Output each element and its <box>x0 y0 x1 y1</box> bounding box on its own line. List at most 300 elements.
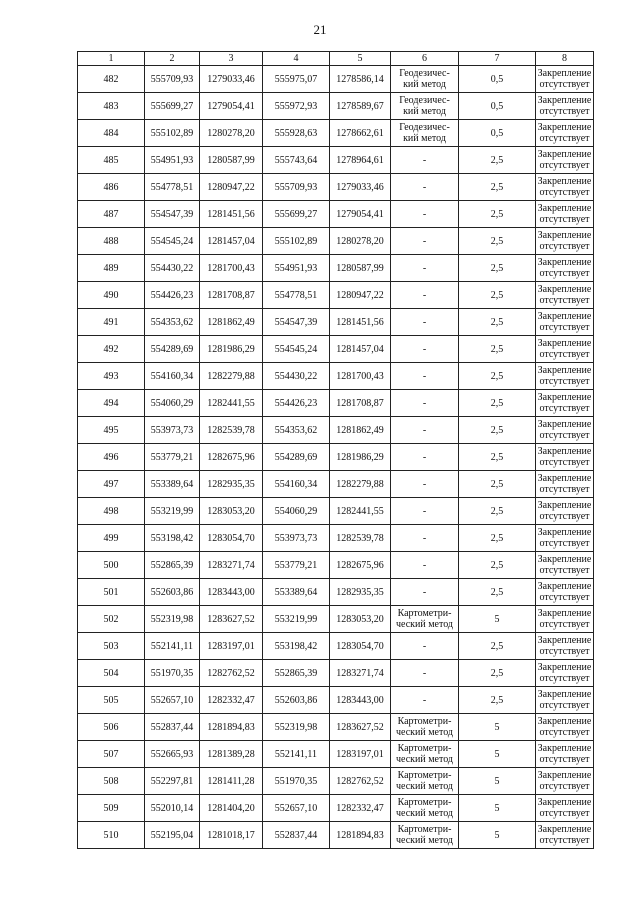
x-coordinate-cell: 555102,89 <box>145 120 200 147</box>
y-coordinate-cell: 1283271,74 <box>200 552 263 579</box>
method-text: Картометри- <box>397 743 452 754</box>
method-cell <box>391 228 459 255</box>
fixation-note-cell <box>536 525 594 552</box>
y-coordinate-cell: 1283197,01 <box>200 633 263 660</box>
y-coordinate-cell: 1281986,29 <box>200 336 263 363</box>
point-number-cell: 505 <box>78 687 145 714</box>
method-cell <box>391 498 459 525</box>
point-number-cell: 490 <box>78 282 145 309</box>
note-text: Закрепление <box>537 149 592 160</box>
x-coordinate-cell: 552865,39 <box>145 552 200 579</box>
table-row <box>78 390 594 417</box>
method-cell <box>391 201 459 228</box>
table-row <box>78 795 594 822</box>
point-number-cell: 501 <box>78 579 145 606</box>
point-number-cell: 504 <box>78 660 145 687</box>
y-coordinate-cell: 1281457,04 <box>200 228 263 255</box>
note-text: отсутствует <box>539 673 590 684</box>
y-coordinate-cell: 1283271,74 <box>330 660 391 687</box>
method-text: - <box>422 370 427 382</box>
method-text: - <box>422 262 427 274</box>
method-text: - <box>422 667 427 679</box>
x-coordinate-cell: 554289,69 <box>263 444 330 471</box>
x-coordinate-cell: 552195,04 <box>145 822 200 849</box>
point-number-cell: 498 <box>78 498 145 525</box>
accuracy-cell: 2,5 <box>459 579 536 606</box>
method-text: - <box>422 235 427 247</box>
note-text: отсутствует <box>539 349 590 360</box>
accuracy-cell: 2,5 <box>459 174 536 201</box>
y-coordinate-cell: 1281018,17 <box>200 822 263 849</box>
y-coordinate-cell: 1281451,56 <box>330 309 391 336</box>
x-coordinate-cell: 554060,29 <box>145 390 200 417</box>
y-coordinate-cell: 1278662,61 <box>330 120 391 147</box>
method-cell <box>391 633 459 660</box>
method-text: Геодезичес- <box>399 68 450 79</box>
y-coordinate-cell: 1282935,35 <box>330 579 391 606</box>
note-text: Закрепление <box>537 203 592 214</box>
fixation-note-cell <box>536 687 594 714</box>
note-text: Закрепление <box>537 365 592 376</box>
accuracy-cell: 2,5 <box>459 282 536 309</box>
point-number-cell: 506 <box>78 714 145 741</box>
accuracy-cell: 5 <box>459 768 536 795</box>
x-coordinate-cell: 553389,64 <box>263 579 330 606</box>
y-coordinate-cell: 1283627,52 <box>330 714 391 741</box>
fixation-note-cell <box>536 714 594 741</box>
fixation-note-cell <box>536 660 594 687</box>
column-header: 1 <box>78 52 145 66</box>
y-coordinate-cell: 1281700,43 <box>330 363 391 390</box>
fixation-note-cell <box>536 336 594 363</box>
x-coordinate-cell: 552141,11 <box>145 633 200 660</box>
note-text: Закрепление <box>537 662 592 673</box>
x-coordinate-cell: 554545,24 <box>263 336 330 363</box>
accuracy-cell: 5 <box>459 822 536 849</box>
y-coordinate-cell: 1283197,01 <box>330 741 391 768</box>
note-text: отсутствует <box>539 484 590 495</box>
note-text: отсутствует <box>539 160 590 171</box>
note-text: Закрепление <box>537 635 592 646</box>
y-coordinate-cell: 1281451,56 <box>200 201 263 228</box>
note-text: отсутствует <box>539 565 590 576</box>
x-coordinate-cell: 552603,86 <box>145 579 200 606</box>
y-coordinate-cell: 1280587,99 <box>200 147 263 174</box>
point-number-cell: 502 <box>78 606 145 633</box>
x-coordinate-cell: 552657,10 <box>145 687 200 714</box>
x-coordinate-cell: 554289,69 <box>145 336 200 363</box>
method-cell <box>391 471 459 498</box>
x-coordinate-cell: 552665,93 <box>145 741 200 768</box>
x-coordinate-cell: 554951,93 <box>263 255 330 282</box>
method-text: кий метод <box>403 79 446 90</box>
x-coordinate-cell: 555975,07 <box>263 66 330 93</box>
accuracy-cell: 2,5 <box>459 228 536 255</box>
method-text: - <box>422 478 427 490</box>
method-text: Картометри- <box>397 797 452 808</box>
x-coordinate-cell: 554545,24 <box>145 228 200 255</box>
fixation-note-cell <box>536 282 594 309</box>
fixation-note-cell <box>536 552 594 579</box>
fixation-note-cell <box>536 579 594 606</box>
x-coordinate-cell: 552865,39 <box>263 660 330 687</box>
method-cell <box>391 120 459 147</box>
method-text: ческий метод <box>395 835 454 846</box>
x-coordinate-cell: 552603,86 <box>263 687 330 714</box>
y-coordinate-cell: 1283054,70 <box>330 633 391 660</box>
fixation-note-cell <box>536 120 594 147</box>
accuracy-cell: 0,5 <box>459 120 536 147</box>
y-coordinate-cell: 1283627,52 <box>200 606 263 633</box>
table-row <box>78 363 594 390</box>
method-text: - <box>422 316 427 328</box>
x-coordinate-cell: 554430,22 <box>145 255 200 282</box>
note-text: Закрепление <box>537 797 592 808</box>
note-text: отсутствует <box>539 133 590 144</box>
point-number-cell: 494 <box>78 390 145 417</box>
accuracy-cell: 2,5 <box>459 444 536 471</box>
y-coordinate-cell: 1282539,78 <box>200 417 263 444</box>
y-coordinate-cell: 1282332,47 <box>200 687 263 714</box>
coordinates-table <box>77 51 594 849</box>
note-text: Закрепление <box>537 338 592 349</box>
accuracy-cell: 2,5 <box>459 390 536 417</box>
accuracy-cell: 5 <box>459 795 536 822</box>
method-text: - <box>422 289 427 301</box>
method-text: - <box>422 559 427 571</box>
point-number-cell: 482 <box>78 66 145 93</box>
note-text: отсутствует <box>539 268 590 279</box>
note-text: Закрепление <box>537 824 592 835</box>
y-coordinate-cell: 1282762,52 <box>330 768 391 795</box>
x-coordinate-cell: 554353,62 <box>145 309 200 336</box>
accuracy-cell: 5 <box>459 741 536 768</box>
table-row <box>78 282 594 309</box>
y-coordinate-cell: 1278589,67 <box>330 93 391 120</box>
method-cell <box>391 444 459 471</box>
accuracy-cell: 2,5 <box>459 525 536 552</box>
note-text: отсутствует <box>539 727 590 738</box>
x-coordinate-cell: 553219,99 <box>263 606 330 633</box>
fixation-note-cell <box>536 390 594 417</box>
accuracy-cell: 5 <box>459 714 536 741</box>
table-row <box>78 633 594 660</box>
method-text: - <box>422 208 427 220</box>
x-coordinate-cell: 553779,21 <box>263 552 330 579</box>
x-coordinate-cell: 554778,51 <box>263 282 330 309</box>
table-row <box>78 228 594 255</box>
note-text: Закрепление <box>537 500 592 511</box>
x-coordinate-cell: 555709,93 <box>145 66 200 93</box>
method-text: Геодезичес- <box>399 95 450 106</box>
y-coordinate-cell: 1278964,61 <box>330 147 391 174</box>
method-cell <box>391 417 459 444</box>
method-cell <box>391 147 459 174</box>
accuracy-cell: 2,5 <box>459 309 536 336</box>
table-row <box>78 93 594 120</box>
method-text: ческий метод <box>395 727 454 738</box>
point-number-cell: 507 <box>78 741 145 768</box>
y-coordinate-cell: 1282762,52 <box>200 660 263 687</box>
fixation-note-cell <box>536 633 594 660</box>
y-coordinate-cell: 1281708,87 <box>330 390 391 417</box>
fixation-note-cell <box>536 147 594 174</box>
x-coordinate-cell: 553779,21 <box>145 444 200 471</box>
y-coordinate-cell: 1281411,28 <box>200 768 263 795</box>
table-body <box>78 66 594 849</box>
point-number-cell: 485 <box>78 147 145 174</box>
table-row <box>78 660 594 687</box>
table-row <box>78 687 594 714</box>
method-text: кий метод <box>403 133 446 144</box>
page-number: 21 <box>313 22 327 37</box>
y-coordinate-cell: 1281708,87 <box>200 282 263 309</box>
accuracy-cell: 0,5 <box>459 93 536 120</box>
x-coordinate-cell: 555709,93 <box>263 174 330 201</box>
method-text: - <box>422 532 427 544</box>
x-coordinate-cell: 555699,27 <box>145 93 200 120</box>
fixation-note-cell <box>536 822 594 849</box>
note-text: отсутствует <box>539 781 590 792</box>
y-coordinate-cell: 1281862,49 <box>200 309 263 336</box>
fixation-note-cell <box>536 498 594 525</box>
method-cell <box>391 795 459 822</box>
fixation-note-cell <box>536 66 594 93</box>
table-row <box>78 471 594 498</box>
method-cell <box>391 822 459 849</box>
y-coordinate-cell: 1283443,00 <box>330 687 391 714</box>
y-coordinate-cell: 1282279,88 <box>200 363 263 390</box>
x-coordinate-cell: 554778,51 <box>145 174 200 201</box>
x-coordinate-cell: 552297,81 <box>145 768 200 795</box>
note-text: Закрепление <box>537 554 592 565</box>
method-cell <box>391 768 459 795</box>
table-row <box>78 309 594 336</box>
x-coordinate-cell: 553219,99 <box>145 498 200 525</box>
y-coordinate-cell: 1282441,55 <box>200 390 263 417</box>
x-coordinate-cell: 554426,23 <box>145 282 200 309</box>
x-coordinate-cell: 552319,98 <box>263 714 330 741</box>
note-text: отсутствует <box>539 430 590 441</box>
column-header: 3 <box>200 52 263 66</box>
fixation-note-cell <box>536 201 594 228</box>
note-text: Закрепление <box>537 527 592 538</box>
table-header-row <box>78 52 594 66</box>
y-coordinate-cell: 1281894,83 <box>200 714 263 741</box>
table-row <box>78 66 594 93</box>
table-row <box>78 444 594 471</box>
y-coordinate-cell: 1281894,83 <box>330 822 391 849</box>
y-coordinate-cell: 1280278,20 <box>330 228 391 255</box>
method-text: кий метод <box>403 106 446 117</box>
note-text: Закрепление <box>537 230 592 241</box>
y-coordinate-cell: 1283054,70 <box>200 525 263 552</box>
table-row <box>78 417 594 444</box>
x-coordinate-cell: 552837,44 <box>145 714 200 741</box>
note-text: Закрепление <box>537 176 592 187</box>
fixation-note-cell <box>536 444 594 471</box>
method-text: - <box>422 505 427 517</box>
x-coordinate-cell: 551970,35 <box>263 768 330 795</box>
x-coordinate-cell: 553973,73 <box>263 525 330 552</box>
x-coordinate-cell: 554060,29 <box>263 498 330 525</box>
note-text: отсутствует <box>539 808 590 819</box>
method-text: - <box>422 154 427 166</box>
x-coordinate-cell: 554547,39 <box>263 309 330 336</box>
x-coordinate-cell: 553389,64 <box>145 471 200 498</box>
x-coordinate-cell: 554160,34 <box>263 471 330 498</box>
point-number-cell: 509 <box>78 795 145 822</box>
method-cell <box>391 336 459 363</box>
y-coordinate-cell: 1282935,35 <box>200 471 263 498</box>
method-text: Картометри- <box>397 716 452 727</box>
x-coordinate-cell: 552319,98 <box>145 606 200 633</box>
x-coordinate-cell: 555972,93 <box>263 93 330 120</box>
point-number-cell: 508 <box>78 768 145 795</box>
point-number-cell: 499 <box>78 525 145 552</box>
method-text: - <box>422 397 427 409</box>
point-number-cell: 488 <box>78 228 145 255</box>
fixation-note-cell <box>536 606 594 633</box>
x-coordinate-cell: 553973,73 <box>145 417 200 444</box>
table-row <box>78 741 594 768</box>
note-text: Закрепление <box>537 743 592 754</box>
method-text: ческий метод <box>395 781 454 792</box>
note-text: Закрепление <box>537 95 592 106</box>
note-text: отсутствует <box>539 538 590 549</box>
column-header: 4 <box>263 52 330 66</box>
accuracy-cell: 2,5 <box>459 363 536 390</box>
x-coordinate-cell: 554951,93 <box>145 147 200 174</box>
accuracy-cell: 2,5 <box>459 471 536 498</box>
method-cell <box>391 390 459 417</box>
y-coordinate-cell: 1283053,20 <box>330 606 391 633</box>
table-row <box>78 525 594 552</box>
point-number-cell: 510 <box>78 822 145 849</box>
y-coordinate-cell: 1281389,28 <box>200 741 263 768</box>
note-text: Закрепление <box>537 68 592 79</box>
note-text: Закрепление <box>537 284 592 295</box>
table-row <box>78 606 594 633</box>
y-coordinate-cell: 1279033,46 <box>200 66 263 93</box>
note-text: отсутствует <box>539 376 590 387</box>
note-text: Закрепление <box>537 581 592 592</box>
y-coordinate-cell: 1280278,20 <box>200 120 263 147</box>
note-text: отсутствует <box>539 295 590 306</box>
method-cell <box>391 525 459 552</box>
y-coordinate-cell: 1281404,20 <box>200 795 263 822</box>
method-cell <box>391 255 459 282</box>
note-text: отсутствует <box>539 754 590 765</box>
note-text: Закрепление <box>537 257 592 268</box>
note-text: отсутствует <box>539 511 590 522</box>
x-coordinate-cell: 552141,11 <box>263 741 330 768</box>
accuracy-cell: 5 <box>459 606 536 633</box>
fixation-note-cell <box>536 471 594 498</box>
accuracy-cell: 2,5 <box>459 660 536 687</box>
fixation-note-cell <box>536 93 594 120</box>
fixation-note-cell <box>536 255 594 282</box>
y-coordinate-cell: 1282539,78 <box>330 525 391 552</box>
table-row <box>78 174 594 201</box>
method-text: - <box>422 181 427 193</box>
method-cell <box>391 309 459 336</box>
method-cell <box>391 552 459 579</box>
y-coordinate-cell: 1282441,55 <box>330 498 391 525</box>
fixation-note-cell <box>536 363 594 390</box>
y-coordinate-cell: 1282332,47 <box>330 795 391 822</box>
y-coordinate-cell: 1278586,14 <box>330 66 391 93</box>
table-row <box>78 336 594 363</box>
note-text: Закрепление <box>537 419 592 430</box>
method-text: - <box>422 694 427 706</box>
note-text: Закрепление <box>537 446 592 457</box>
x-coordinate-cell: 552657,10 <box>263 795 330 822</box>
note-text: отсутствует <box>539 457 590 468</box>
fixation-note-cell <box>536 174 594 201</box>
x-coordinate-cell: 554353,62 <box>263 417 330 444</box>
fixation-note-cell <box>536 309 594 336</box>
method-cell <box>391 363 459 390</box>
y-coordinate-cell: 1280947,22 <box>330 282 391 309</box>
table-row <box>78 552 594 579</box>
method-text: ческий метод <box>395 754 454 765</box>
note-text: отсутствует <box>539 106 590 117</box>
note-text: отсутствует <box>539 403 590 414</box>
method-text: Картометри- <box>397 770 452 781</box>
method-cell <box>391 66 459 93</box>
method-text: Картометри- <box>397 824 452 835</box>
point-number-cell: 487 <box>78 201 145 228</box>
point-number-cell: 486 <box>78 174 145 201</box>
accuracy-cell: 2,5 <box>459 687 536 714</box>
fixation-note-cell <box>536 768 594 795</box>
note-text: отсутствует <box>539 79 590 90</box>
y-coordinate-cell: 1280587,99 <box>330 255 391 282</box>
accuracy-cell: 0,5 <box>459 66 536 93</box>
accuracy-cell: 2,5 <box>459 336 536 363</box>
y-coordinate-cell: 1282675,96 <box>200 444 263 471</box>
y-coordinate-cell: 1280947,22 <box>200 174 263 201</box>
point-number-cell: 496 <box>78 444 145 471</box>
y-coordinate-cell: 1279033,46 <box>330 174 391 201</box>
x-coordinate-cell: 552837,44 <box>263 822 330 849</box>
table-row <box>78 768 594 795</box>
method-cell <box>391 282 459 309</box>
table-row <box>78 822 594 849</box>
point-number-cell: 489 <box>78 255 145 282</box>
y-coordinate-cell: 1281986,29 <box>330 444 391 471</box>
method-text: - <box>422 451 427 463</box>
method-text: - <box>422 640 427 652</box>
x-coordinate-cell: 552010,14 <box>145 795 200 822</box>
note-text: Закрепление <box>537 689 592 700</box>
fixation-note-cell <box>536 228 594 255</box>
note-text: Закрепление <box>537 716 592 727</box>
method-cell <box>391 579 459 606</box>
note-text: Закрепление <box>537 311 592 322</box>
x-coordinate-cell: 553198,42 <box>145 525 200 552</box>
table-row <box>78 255 594 282</box>
note-text: Закрепление <box>537 608 592 619</box>
method-text: Геодезичес- <box>399 122 450 133</box>
table-row <box>78 120 594 147</box>
y-coordinate-cell: 1282675,96 <box>330 552 391 579</box>
x-coordinate-cell: 555102,89 <box>263 228 330 255</box>
note-text: Закрепление <box>537 392 592 403</box>
note-text: Закрепление <box>537 770 592 781</box>
point-number-cell: 483 <box>78 93 145 120</box>
